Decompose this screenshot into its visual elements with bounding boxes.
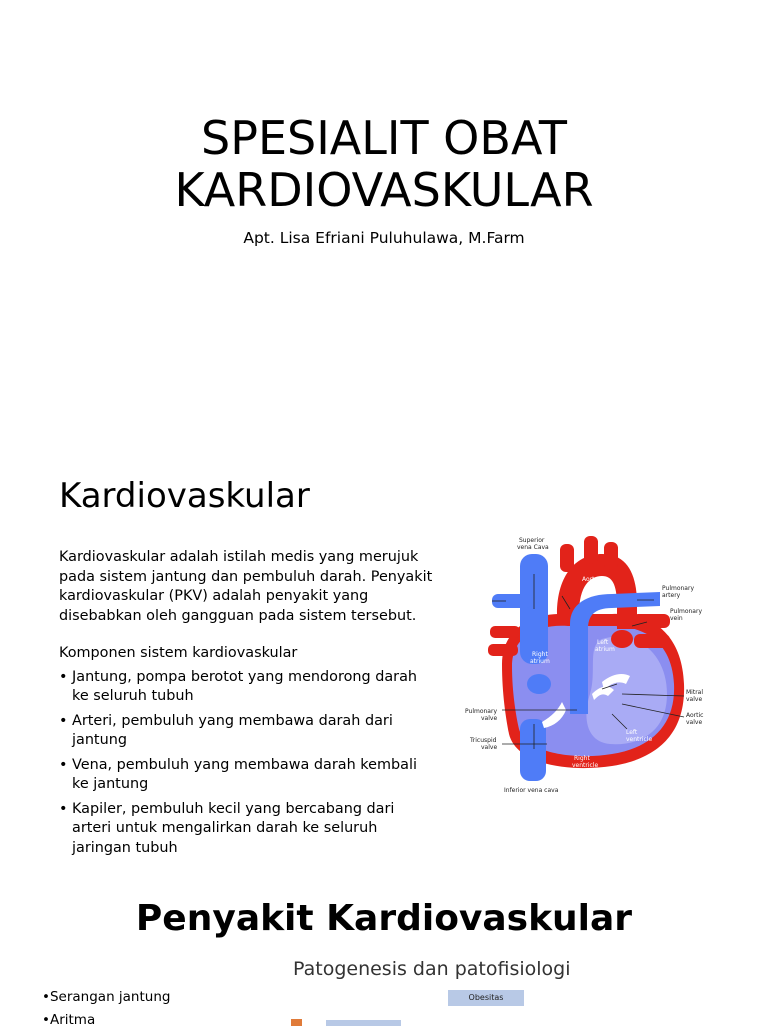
label-aorta: Aorta bbox=[582, 576, 599, 583]
label-pulmonary-vein-2: vein bbox=[670, 615, 683, 622]
label-pulmonary-artery-2: artery bbox=[662, 592, 681, 599]
label-mitral-valve-2: valve bbox=[686, 696, 703, 703]
flow-box bbox=[326, 1020, 401, 1026]
obesitas-box: Obesitas bbox=[448, 990, 524, 1006]
inferior-vena-cava bbox=[520, 719, 546, 781]
heart-illustration bbox=[462, 534, 712, 796]
label-right-atrium-2: atrium bbox=[530, 658, 550, 665]
label-right-ventricle: Right bbox=[574, 755, 590, 762]
components-list bbox=[59, 668, 434, 859]
label-mitral-valve: Mitral bbox=[686, 689, 704, 696]
pulmonary-vein-left-2 bbox=[488, 644, 518, 656]
components-heading: Komponen sistem kardiovaskular bbox=[59, 645, 298, 661]
flow-icon bbox=[291, 1019, 302, 1026]
kardiovaskular-slide bbox=[0, 430, 768, 870]
list-item: • Arteri, pembuluh yang membawa darah dari jantung bbox=[72, 712, 434, 751]
slide-title: Kardiovaskular bbox=[59, 476, 310, 516]
definition-paragraph: Kardiovaskular adalah istilah medis yang merujuk pada sistem jantung dan pembuluh darah. Penyakit kardiovaskular (PKV) adalah penyakit yang disebabkan oleh gangguan pada sistem tersebut. bbox=[59, 549, 433, 624]
label-right-atrium: Right bbox=[532, 651, 548, 658]
pulmonary-vein-lower bbox=[634, 634, 670, 648]
slide-subtitle: Patogenesis dan patofisiologi bbox=[293, 958, 571, 980]
label-superior-vena-cava: Superior bbox=[519, 537, 545, 544]
aorta-branch-3 bbox=[604, 542, 618, 570]
label-superior-vena-cava-2: vena Cava bbox=[517, 544, 549, 551]
label-left-ventricle: Left bbox=[626, 729, 638, 736]
right-atrium-oval bbox=[527, 674, 551, 694]
slide-title: Penyakit Kardiovaskular bbox=[135, 898, 633, 939]
list-item: • Vena, pembuluh yang membawa darah kembali ke jantung bbox=[72, 756, 434, 795]
presentation-author: Apt. Lisa Efriani Puluhulawa, M.Farm bbox=[243, 229, 525, 247]
title-slide bbox=[0, 0, 768, 430]
title-line-1: SPESIALIT OBAT bbox=[201, 111, 567, 165]
list-item: • Serangan jantung bbox=[42, 986, 170, 1009]
label-pulmonary-artery: Pulmonary bbox=[662, 585, 694, 592]
presentation-title bbox=[0, 112, 768, 216]
penyakit-slide bbox=[0, 870, 768, 1028]
list-item: • Aritma bbox=[42, 1009, 170, 1032]
list-item: • Jantung, pompa berotot yang mendorong darah ke seluruh tubuh bbox=[72, 668, 434, 707]
label-left-atrium-2: atrium bbox=[595, 646, 615, 653]
label-left-atrium: Left bbox=[597, 639, 609, 646]
label-right-ventricle-2: ventricle bbox=[572, 762, 599, 769]
list-item: • Kapiler, pembuluh kecil yang bercabang dari arteri untuk mengalirkan darah ke seluruh jaringan tubuh bbox=[72, 800, 434, 859]
label-aortic-valve-2: valve bbox=[686, 719, 703, 726]
aorta-branch-2 bbox=[584, 536, 598, 564]
label-inferior-vena-cava: Inferior vena cava bbox=[504, 787, 559, 794]
label-pulmonary-valve: Pulmonary bbox=[465, 708, 497, 715]
slide-body bbox=[59, 548, 434, 863]
label-tricuspid-valve-2: valve bbox=[481, 744, 498, 751]
aorta-branch-1 bbox=[560, 544, 574, 572]
title-line-2: KARDIOVASKULAR bbox=[174, 163, 594, 217]
label-left-ventricle-2: ventricle bbox=[626, 736, 653, 743]
label-tricuspid-valve: Tricuspid bbox=[470, 737, 497, 744]
pulmonary-vein-left-1 bbox=[490, 626, 520, 638]
disease-list bbox=[42, 986, 170, 1032]
label-pulmonary-vein: Pulmonary bbox=[670, 608, 702, 615]
label-aortic-valve: Aortic bbox=[686, 712, 704, 719]
label-pulmonary-valve-2: valve bbox=[481, 715, 498, 722]
heart-diagram bbox=[462, 534, 712, 796]
pulmonary-vein-upper bbox=[632, 614, 670, 628]
